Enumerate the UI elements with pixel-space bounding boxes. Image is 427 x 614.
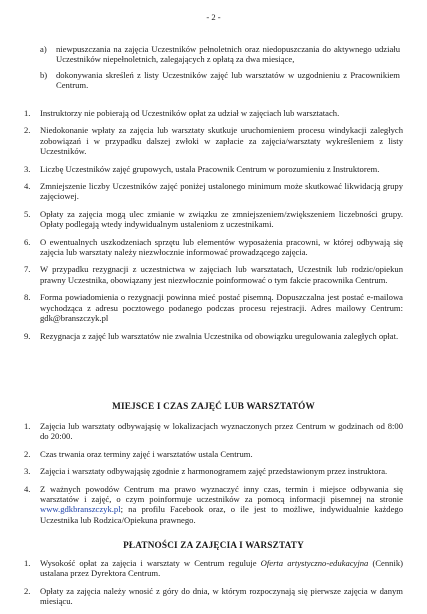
list-text: [40, 484, 403, 526]
sub-list-marker: a): [40, 44, 47, 54]
list-text: Zajęcia i warsztaty odbywająsię zgodnie z harmonogramem zajęć przedstawionym przez instruktora.: [40, 466, 388, 477]
list-item: [24, 264, 403, 285]
list-marker: 6.: [24, 236, 31, 247]
list-marker: 9.: [24, 330, 31, 341]
list-marker: 3.: [24, 163, 31, 174]
list-marker: 1.: [24, 108, 31, 118]
list-marker: 2.: [24, 448, 31, 459]
numbered-list: [24, 558, 403, 614]
section-heading: MIEJSCE I CZAS ZAJĘĆ LUB WARSZTATÓW: [112, 401, 315, 411]
list-marker: 1.: [24, 558, 31, 568]
list-text: Forma powiadomienia o rezygnacji powinna mieć postać pisemną. Dopuszczalna jest postać e-mailowa wychodząca z adresu pocztowego podanego podczas procesu rejestracji. Adres mailowy Centrum: gdk@branszczyk.pl: [40, 292, 403, 324]
list-item: [24, 484, 403, 526]
list-text-part: ; na profilu Facebook oraz, o ile jest to możliwe, indywidualnie każdego Uczestnika lub Rodzica/Opiekuna prawnego.: [40, 504, 403, 525]
sub-list-text: niewpuszczania na zajęcia Uczestników pełnoletnich oraz niedopuszczania do aktywnego udziału Uczestników niepełnoletnich, zalegających z opłatą za dwa miesiące,: [56, 44, 400, 65]
numbered-list: [24, 108, 403, 348]
website-link[interactable]: www.gdkbranszczyk.pl: [40, 504, 121, 515]
sub-list: [40, 44, 400, 96]
section-heading: PŁATNOŚCI ZA ZAJĘCIA I WARSZTATY: [123, 540, 304, 550]
list-text: Zajęcia lub warsztaty odbywająsię w lokalizacjach wyznaczonych przez Centrum w godzinach od 8:00 do 20:00.: [40, 421, 403, 442]
list-text-part: (Cennik) ustalana przez Dyrektora Centrum.: [40, 558, 404, 579]
list-item: [24, 181, 403, 202]
list-marker: 2.: [24, 125, 31, 136]
list-item: [24, 108, 403, 118]
page-number: - 2 -: [206, 12, 221, 22]
list-text: [40, 558, 403, 579]
list-text: Czas trwania oraz terminy zajęć i warsztatów ustala Centrum.: [40, 448, 253, 459]
list-item: [24, 331, 403, 341]
list-item: [24, 164, 403, 174]
list-text: Opłaty za zajęcia należy wnosić z góry do dnia, w którym rozpoczynają się pierwsze zajęcia w danym miesiącu.: [40, 585, 403, 607]
list-text: W przypadku rezygnacji z uczestnictwa w zajęciach lub warsztatach, Uczestnik lub rodzic/opiekun prawny Uczestnika, obowiązany jest niezwłocznie poinformować o tym fakcie pracownika Centrum.: [40, 264, 403, 285]
list-marker: 5.: [24, 208, 31, 219]
list-item: [24, 125, 403, 156]
list-text: Instruktorzy nie pobierają od Uczestników opłat za udział w zajęciach lub warsztatach.: [40, 108, 340, 118]
list-item: [24, 209, 403, 230]
offer-title: Oferta artystyczno-edukacyjna: [260, 558, 369, 568]
list-marker: 4.: [24, 181, 31, 192]
list-item: [24, 466, 403, 476]
list-marker: 4.: [24, 483, 31, 494]
sub-list-item: [40, 44, 400, 65]
list-marker: 2.: [24, 585, 31, 596]
list-text: O ewentualnych uszkodzeniach sprzętu lub elementów wyposażenia pracowni, w której odbywają się zajęcia lub warsztaty należy niezwłocznie informować prowadzącego zajęcia.: [40, 236, 403, 258]
list-text: Niedokonanie wpłaty za zajęcia lub warsztaty skutkuje uruchomieniem procesu windykacji zaległych zobowiązań i w przypadku dalszej zwłoki w zapłacie za zajęcia/warsztaty wykreśleniem z listy Uczestników.: [40, 125, 403, 157]
list-text: Liczbę Uczestników zajęć grupowych, ustala Pracownik Centrum w porozumieniu z Instruktorem.: [40, 163, 380, 174]
list-marker: 8.: [24, 292, 31, 303]
sub-list-text: dokonywania skreśleń z listy Uczestników zajęć lub warsztatów w uzgodnieniu z Pracownikiem Centrum.: [56, 69, 400, 91]
list-text: Zmniejszenie liczby Uczestników zajęć poniżej ustalonego minimum może skutkować likwidacją grupy zajęciowej.: [40, 181, 403, 202]
sub-list-item: [40, 70, 400, 91]
list-item: [24, 292, 403, 323]
list-item: [24, 237, 403, 258]
list-marker: 1.: [24, 421, 31, 431]
list-marker: 3.: [24, 466, 31, 477]
list-item: [24, 449, 403, 459]
list-text-part: Wysokość opłat za zajęcia i warsztaty w Centrum reguluje: [40, 558, 261, 568]
list-item: [24, 421, 403, 442]
list-text-part: Z ważnych powodów Centrum ma prawo wyznaczyć inny czas, termin i miejsce odbywania się warsztatów i zajęć, o czym poinformuje uczestników za pomocą informacji pisemnej na stronie: [40, 483, 403, 505]
list-text: Rezygnacja z zajęć lub warsztatów nie zwalnia Uczestnika od obowiązku uregulowania zaległych opłat.: [40, 330, 399, 341]
list-text: Opłaty za zajęcia mogą ulec zmianie w związku ze zmniejszeniem/zwiększeniem liczebności grupy. Opłaty podlegają wtedy indywidualnym ustaleniom z uczestnikami.: [40, 208, 403, 230]
list-item: [24, 586, 403, 607]
sub-list-marker: b): [40, 69, 48, 80]
numbered-list: [24, 421, 403, 532]
list-marker: 7.: [24, 264, 31, 275]
list-item: [24, 558, 403, 579]
